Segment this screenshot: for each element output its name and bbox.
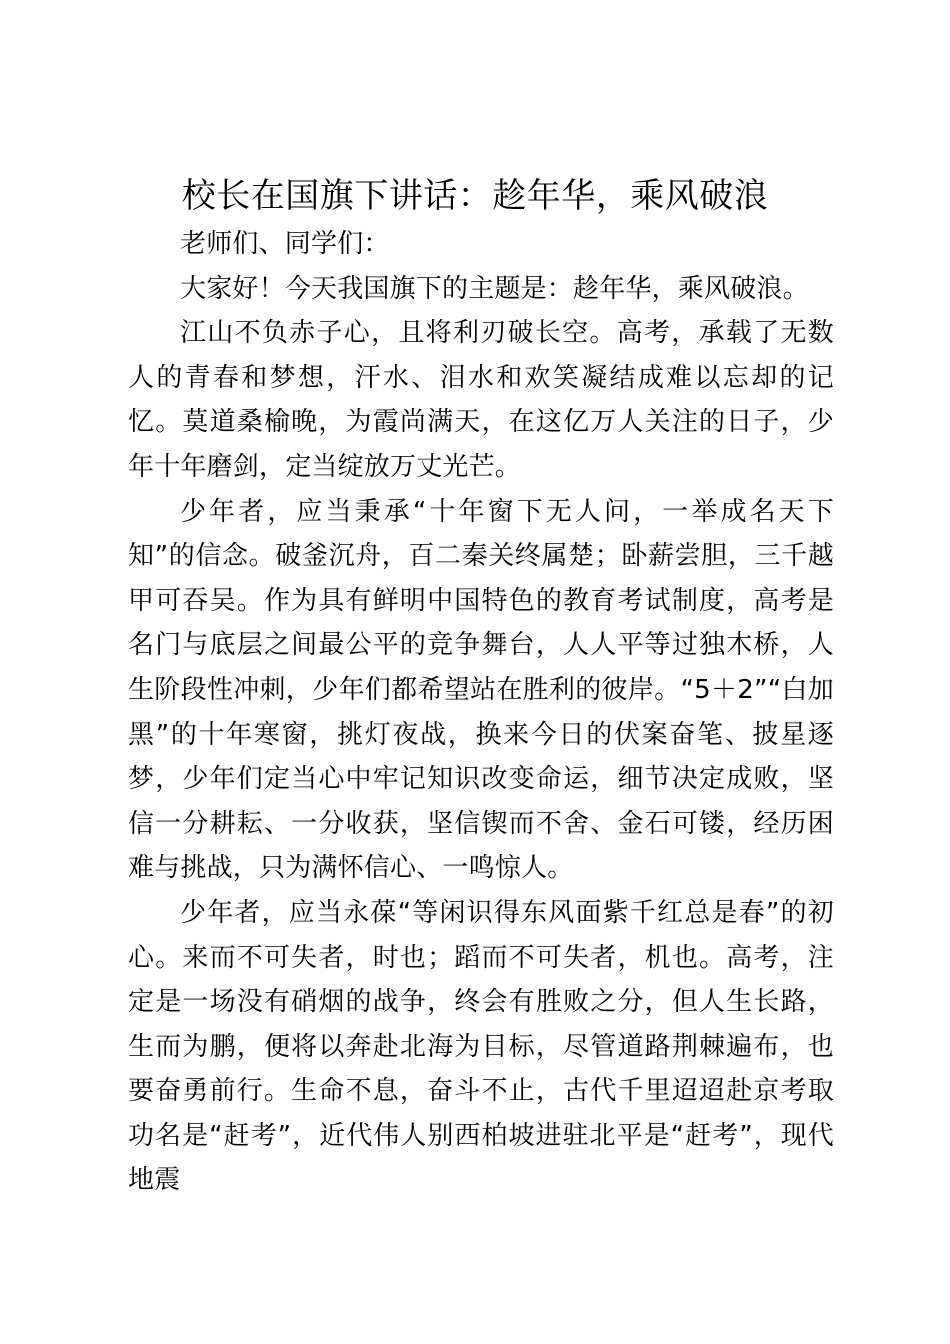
body-paragraph: 少年者，应当秉承“十年窗下无人问，一举成名天下知”的信念。破釜沉舟，百二秦关终属楚；卧薪尝胆，三千越甲可吞吴。作为具有鲜明中国特色的教育考试制度，高考是名门与底层之间最公平的竞争舞台，人人平等过独木桥，人生阶段性冲刺，少年们都希望站在胜利的彼岸。“5＋2”“白加黑”的十年寒窗，挑灯夜战，换来今日的伏案奋笔、披星逐梦，少年们定当心中牢记知识改变命运，细节决定成败，坚信一分耕耘、一分收获，坚信锲而不舍、金石可镂，经历困难与挑战，只为满怀信心、一鸣惊人。 bbox=[128, 496, 834, 884]
greeting-paragraph: 大家好！今天我国旗下的主题是：趁年华，乘风破浪。 bbox=[180, 273, 809, 304]
body-paragraph: 少年者，应当永葆“等闲识得东风面紫千红总是春”的初心。来而不可失者，时也；蹈而不可失者，机也。高考，注定是一场没有硝烟的战争，终会有胜败之分，但人生长路，生而为鹏，便将以奔赴北海为目标，尽管道路荆棘遍布，也要奋勇前行。生命不息，奋斗不止，古代千里迢迢赴京考取功名是“赶考”，近代伟人别西柏坡进驻北平是“赶考”，现代地震 bbox=[128, 897, 834, 1196]
body-paragraph: 江山不负赤子心，且将利刃破长空。高考，承载了无数人的青春和梦想，汗水、泪水和欢笑凝结成难以忘却的记忆。莫道桑榆晚，为霞尚满天，在这亿万人关注的日子，少年十年磨剑，定当绽放万丈光芒。 bbox=[128, 318, 834, 482]
document-body bbox=[128, 222, 834, 1203]
salutation: 老师们、同学们： bbox=[180, 229, 390, 259]
document-title: 校长在国旗下讲话：趁年华，乘风破浪 bbox=[181, 176, 769, 216]
